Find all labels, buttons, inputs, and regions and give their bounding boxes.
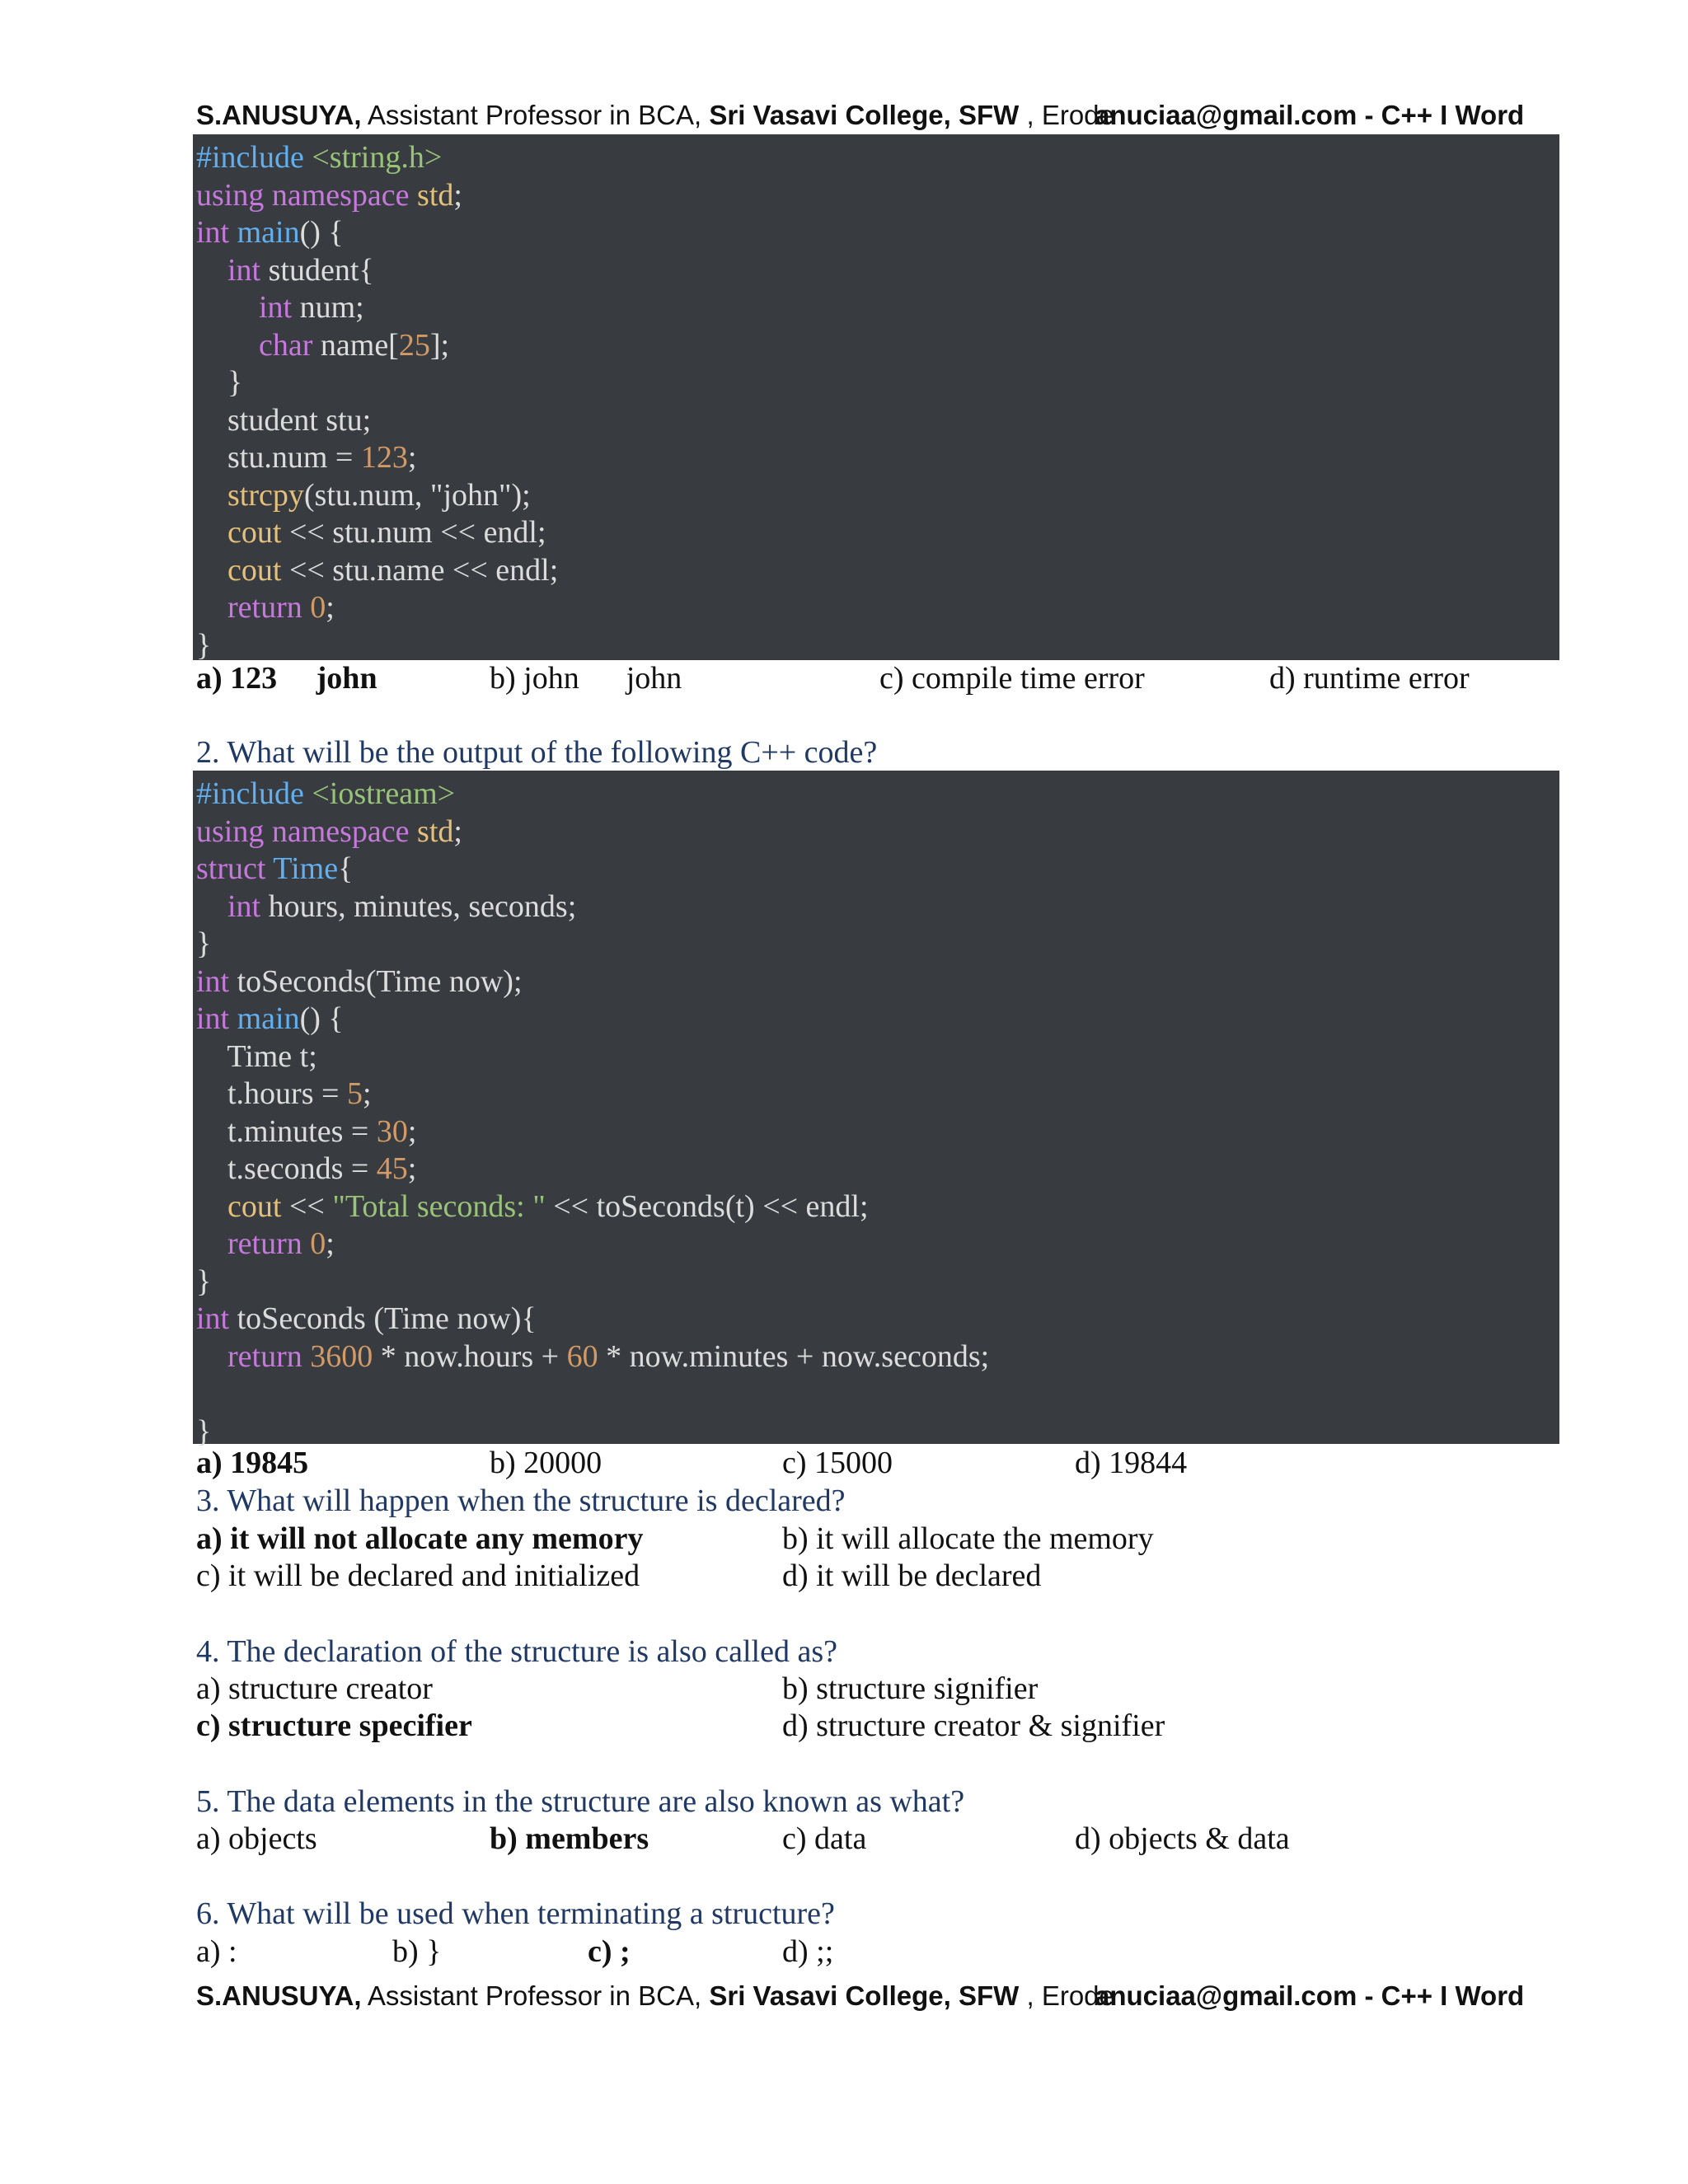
author-role: Assistant Professor in BCA, [361,1980,710,2011]
q3-option-b: b) it will allocate the memory [782,1521,1154,1556]
code-block-2 [193,771,1559,1449]
q6-question: 6. What will be used when terminating a structure? [196,1896,835,1931]
code-2-line: int toSeconds(Time now); [196,963,523,999]
code-2-line: int hours, minutes, seconds; [227,888,577,924]
q4-option-a: a) structure creator [196,1671,433,1706]
q5-option-a: a) objects [196,1821,317,1856]
q1-option-a: a) 123 john [196,661,377,696]
q1-option-c: c) compile time error [879,661,1145,696]
q4-option-b: b) structure signifier [782,1671,1039,1706]
code-2-line: } [196,926,212,961]
code-1-line: stu.num = 123; [196,440,417,475]
code-2-line: int toSeconds (Time now){ [196,1301,537,1336]
code-1-line: } [196,365,243,400]
code-2-line: } [196,1263,212,1299]
q4-option-c: c) structure specifier [196,1708,472,1743]
code-1-line: cout << stu.num << endl; [227,515,546,550]
q2-option-d: d) 19844 [1075,1446,1188,1480]
author-role: Assistant Professor in BCA, [361,100,710,130]
q2-question: 2. What will be the output of the following C++ code? [196,735,878,770]
college-city: , Erode [1019,100,1114,130]
college-name: Sri Vasavi College, SFW [709,1980,1020,2011]
code-1-line: char name[25]; [259,327,450,363]
author-email: anuciaa@gmail.com - C++ I Word [1095,1980,1525,2011]
code-1-line: int student{ [227,252,374,288]
q5-option-c: c) data [782,1821,867,1856]
code-1-line: cout << stu.name << endl; [227,552,559,588]
college-name: Sri Vasavi College, SFW [709,100,1020,130]
q3-option-a: a) it will not allocate any memory [196,1521,644,1556]
code-2-line: int main() { [196,1001,344,1036]
code-2-line: using namespace std; [196,813,462,849]
code-block-1 [193,134,1559,663]
q6-option-a: a) : [196,1934,237,1969]
page-header-top [196,99,1548,132]
code-2-line [196,1376,1559,1413]
q5-option-b: b) members [490,1821,649,1856]
q4-option-d: d) structure creator & signifier [782,1708,1165,1743]
code-1-line: int main() { [196,215,344,250]
q2-option-b: b) 20000 [490,1446,603,1480]
code-2-line: cout << "Total seconds: " << toSeconds(t) << endl; [227,1188,869,1224]
q6-option-c: c) ; [588,1934,631,1969]
q3-option-d: d) it will be declared [782,1558,1042,1593]
q1-option-d: d) runtime error [1269,661,1470,696]
code-2-line: t.seconds = 45; [196,1151,417,1186]
page-header-bottom [196,1980,1548,2013]
code-1-line: using namespace std; [196,177,462,213]
code-1-line: return 0; [227,590,335,625]
q6-option-d: d) ;; [782,1934,834,1969]
code-1-line: int num; [259,290,364,325]
q2-option-a: a) 19845 [196,1446,309,1480]
code-2-line: struct Time{ [196,851,354,886]
code-1-line: strcpy(stu.num, "john"); [227,477,531,513]
code-2-line: Time t; [196,1038,317,1074]
code-2-line: return 0; [227,1226,335,1261]
q6-option-b: b) } [392,1934,442,1969]
author-name: S.ANUSUYA, [196,100,362,130]
q3-option-c: c) it will be declared and initialized [196,1558,640,1593]
q2-option-c: c) 15000 [782,1446,893,1480]
q4-question: 4. The declaration of the structure is also called as? [196,1634,837,1669]
q3-question: 3. What will happen when the structure is declared? [196,1483,846,1518]
author-name: S.ANUSUYA, [196,1980,362,2011]
code-1-line: } [196,627,212,663]
code-2-line: t.hours = 5; [196,1076,372,1111]
code-2-line: } [196,1413,212,1449]
q1-option-b: b) john john [490,661,682,696]
code-2-line: t.minutes = 30; [196,1113,417,1149]
code-2-line: #include <iostream> [196,776,456,811]
q5-option-d: d) objects & data [1075,1821,1290,1856]
q5-question: 5. The data elements in the structure are also known as what? [196,1784,965,1819]
college-city: , Erode [1019,1980,1114,2011]
code-1-line: #include <string.h> [196,140,443,175]
author-email: anuciaa@gmail.com - C++ I Word [1095,100,1525,130]
code-2-line: return 3600 * now.hours + 60 * now.minutes + now.seconds; [227,1338,990,1374]
code-1-line: student stu; [196,402,372,438]
